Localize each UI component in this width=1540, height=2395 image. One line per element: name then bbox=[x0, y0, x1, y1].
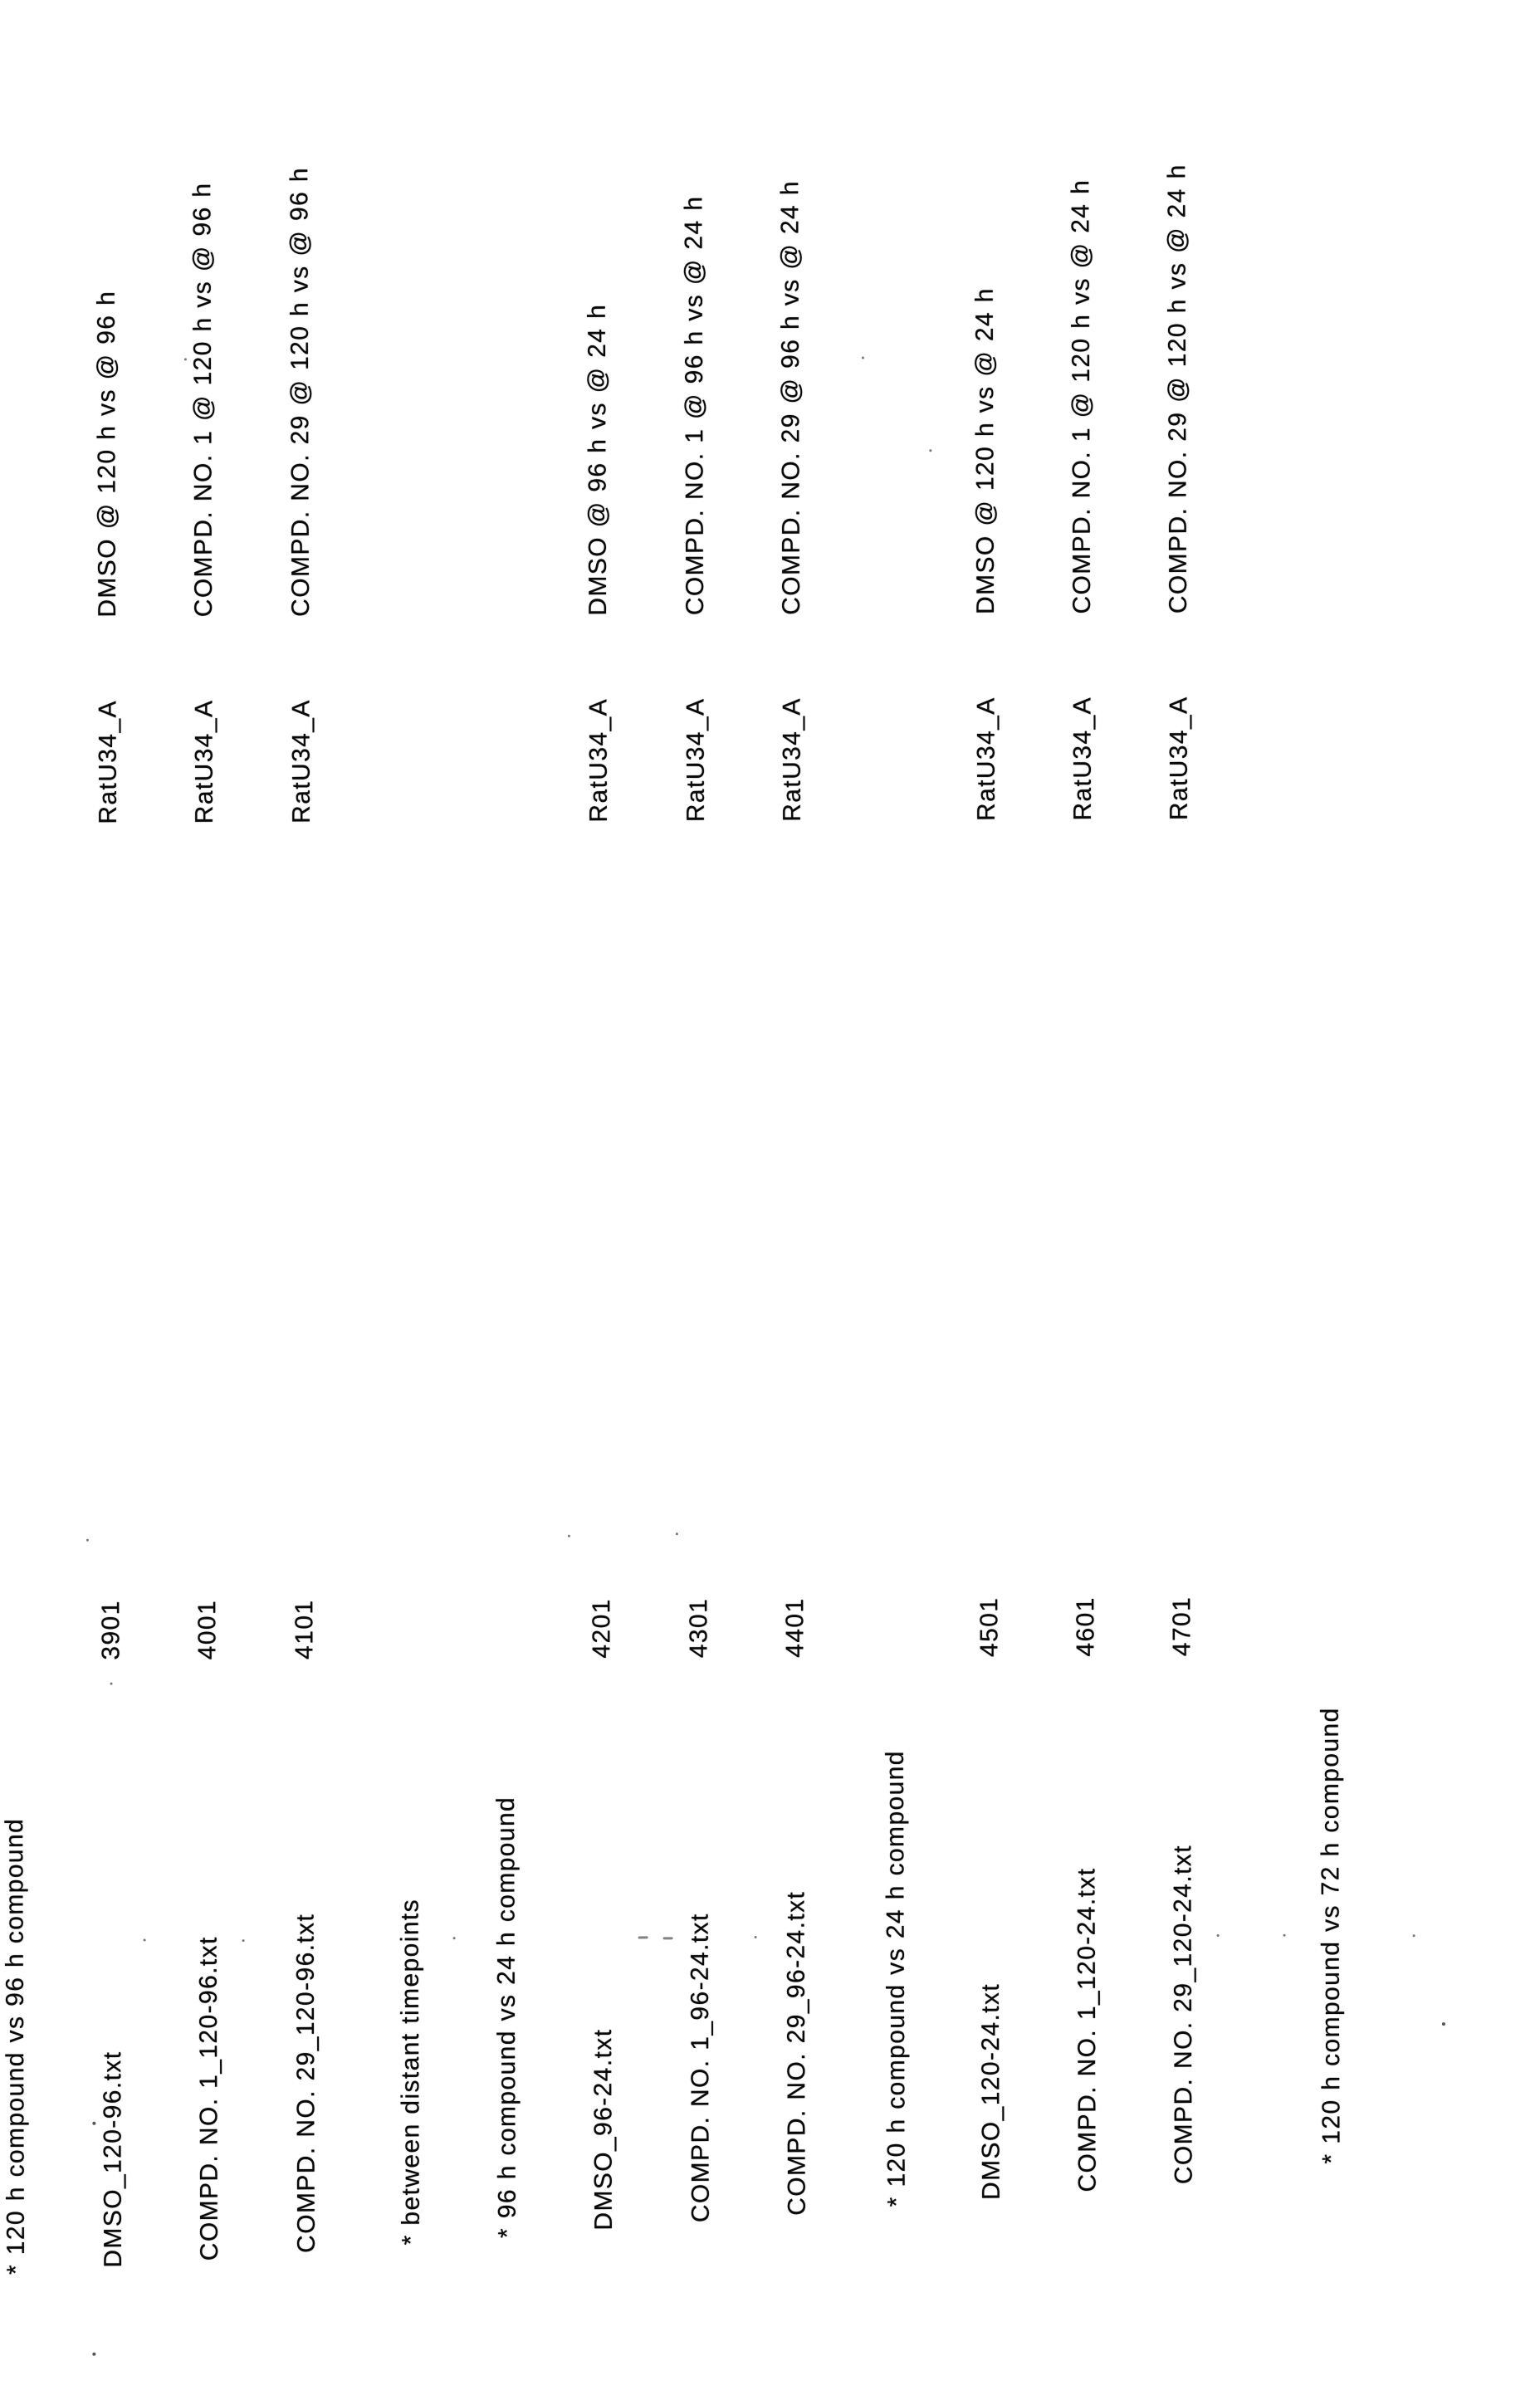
platform-cell: RatU34_A bbox=[972, 697, 1000, 822]
experiment-id-cell: 4101 bbox=[291, 1599, 319, 1659]
table-row bbox=[677, 0, 719, 2393]
section-note: * between distant timepoints bbox=[396, 1898, 425, 2246]
filename-cell: DMSO_96-24.txt bbox=[589, 2028, 618, 2231]
scan-artifact-dot bbox=[453, 1937, 456, 1939]
filename-cell: COMPD. NO. 29_120-24.txt bbox=[1169, 1845, 1198, 2185]
description-cell: COMPD. NO. 1 @ 120 h vs @ 24 h bbox=[1067, 178, 1097, 614]
experiment-id-cell: 3901 bbox=[97, 1600, 125, 1660]
scan-artifact-dot bbox=[676, 1532, 678, 1535]
section-note: * 96 h compound vs 24 h compound bbox=[491, 1796, 521, 2239]
table-row bbox=[580, 1, 622, 2393]
experiment-id-cell: 4701 bbox=[1168, 1596, 1196, 1657]
platform-cell: RatU34_A bbox=[682, 697, 710, 823]
experiment-id-cell: 4501 bbox=[975, 1596, 1004, 1658]
section-note-row bbox=[1308, 0, 1350, 2391]
experiment-id-cell: 4601 bbox=[1072, 1596, 1100, 1657]
description-cell: DMSO @ 96 h vs @ 24 h bbox=[583, 303, 613, 616]
platform-cell: RatU34_A bbox=[287, 699, 315, 824]
filename-cell: COMPD. NO. 29_96-24.txt bbox=[782, 1890, 811, 2216]
scan-artifact-dot bbox=[92, 2122, 95, 2125]
scan-artifact-dash bbox=[663, 1937, 673, 1939]
scan-artifact-dot bbox=[1217, 1934, 1220, 1937]
platform-cell: RatU34_A bbox=[1068, 696, 1097, 821]
scan-artifact-dot bbox=[1413, 1934, 1415, 1937]
platform-cell: RatU34_A bbox=[584, 697, 613, 823]
description-cell: DMSO @ 120 h vs @ 96 h bbox=[92, 290, 122, 618]
description-cell: COMPD. NO. 29 @ 120 h vs @ 96 h bbox=[286, 166, 315, 617]
experiment-id-cell: 4301 bbox=[685, 1597, 713, 1659]
scan-artifact-dot bbox=[144, 1939, 146, 1942]
scan-artifact-dot bbox=[242, 1939, 245, 1942]
table-row bbox=[186, 2, 227, 2394]
filename-cell: COMPD. NO. 29_120-96.txt bbox=[291, 1913, 320, 2253]
table-row bbox=[283, 2, 325, 2394]
scan-artifact-dot bbox=[929, 449, 931, 452]
section-note-row bbox=[388, 1, 429, 2393]
table-row bbox=[774, 0, 815, 2393]
section-note: * 120 h compound vs 96 h compound bbox=[1, 1817, 31, 2275]
scan-artifact-dot bbox=[1442, 2022, 1445, 2026]
scan-artifact-dot bbox=[92, 2353, 95, 2356]
section-note: * 120 h compound vs 72 h compound bbox=[1316, 1707, 1346, 2164]
section-note-row bbox=[873, 0, 915, 2392]
table-row bbox=[1161, 0, 1202, 2391]
experiment-id-cell: 4001 bbox=[193, 1599, 222, 1660]
scan-artifact-dot bbox=[110, 1683, 113, 1685]
filename-cell: DMSO_120-96.txt bbox=[99, 2050, 127, 2268]
scan-artifact-dot bbox=[1283, 1934, 1286, 1937]
scan-artifact-dot bbox=[86, 1539, 89, 1542]
scan-artifact-dash bbox=[638, 1936, 648, 1938]
scan-artifact-dot bbox=[755, 1936, 757, 1938]
filename-cell: COMPD. NO. 1_120-24.txt bbox=[1073, 1867, 1102, 2192]
section-note-row bbox=[484, 1, 526, 2393]
description-cell: COMPD. NO. 29 @ 96 h vs @ 24 h bbox=[776, 180, 806, 615]
scan-artifact-dot bbox=[184, 358, 187, 360]
description-cell: DMSO @ 120 h vs @ 24 h bbox=[970, 287, 1000, 615]
section-note-row bbox=[0, 2, 35, 2395]
platform-cell: RatU34_A bbox=[94, 699, 122, 824]
platform-cell: RatU34_A bbox=[1165, 696, 1193, 821]
experiment-id-cell: 4401 bbox=[781, 1597, 809, 1658]
table-row bbox=[968, 0, 1010, 2392]
description-cell: COMPD. NO. 29 @ 120 h vs @ 24 h bbox=[1163, 164, 1193, 614]
description-cell: COMPD. NO. 1 @ 96 h vs @ 24 h bbox=[680, 195, 710, 616]
section-note: * 120 h compound vs 24 h compound bbox=[881, 1750, 911, 2207]
table-row bbox=[90, 2, 131, 2395]
table-row bbox=[1064, 0, 1106, 2392]
filename-cell: COMPD. NO. 1_120-96.txt bbox=[194, 1936, 223, 2261]
platform-cell: RatU34_A bbox=[778, 697, 806, 822]
scan-artifact-dot bbox=[568, 1535, 570, 1537]
filename-cell: DMSO_120-24.txt bbox=[976, 1982, 1005, 2201]
scan-artifact-dot bbox=[862, 356, 864, 359]
platform-cell: RatU34_A bbox=[190, 699, 218, 824]
experiment-id-cell: 4201 bbox=[588, 1598, 616, 1659]
filename-cell: COMPD. NO. 1_96-24.txt bbox=[686, 1913, 715, 2223]
description-cell: COMPD. NO. 1 @ 120 h vs @ 96 h bbox=[188, 182, 218, 618]
